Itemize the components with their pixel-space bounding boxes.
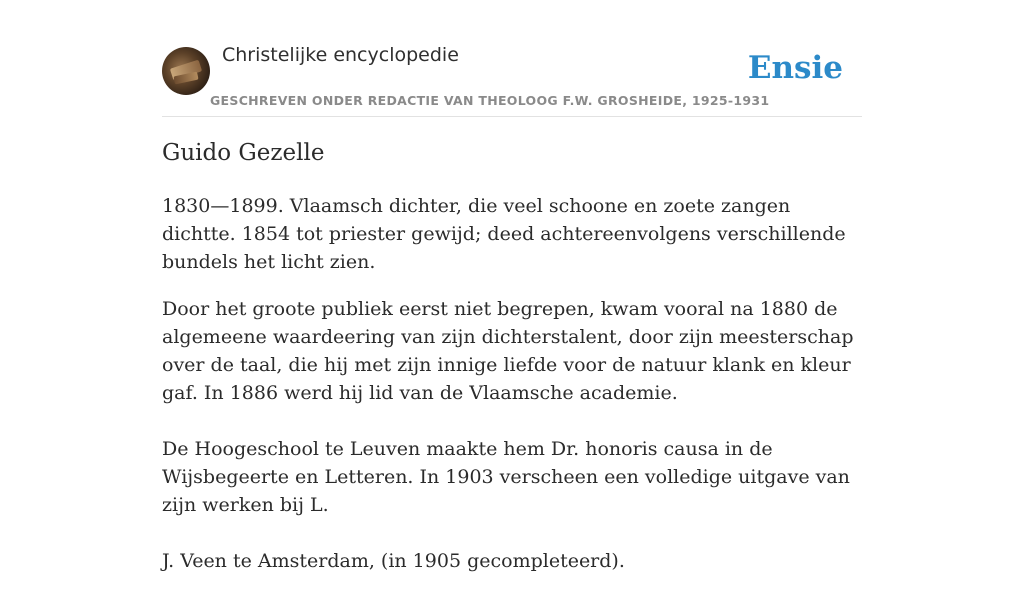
article-paragraph: De Hoogeschool te Leuven maakte hem Dr. honoris causa in de Wijsbegeerte en Letteren. In 1903 verscheen een volledige uitgave van zijn werken bij L.	[162, 438, 850, 516]
encyclopedia-avatar[interactable]	[162, 47, 210, 95]
page-container	[162, 0, 862, 572]
article-body	[162, 192, 862, 594]
article-paragraph: 1830—1899. Vlaamsch dichter, die veel schoone en zoete zangen dichtte. 1854 tot priester gewijd; deed achtereenvolgens verschillende bundels het licht zien.	[162, 195, 846, 273]
article-paragraph: J. Veen te Amsterdam, (in 1905 gecompleteerd).	[162, 550, 625, 572]
site-header	[162, 0, 862, 117]
ensie-logo-link[interactable]: Ensie	[747, 50, 843, 86]
site-subtitle: GESCHREVEN ONDER REDACTIE VAN THEOLOOG F.W. GROSHEIDE, 1925-1931	[210, 93, 770, 108]
article-paragraph: Door het groote publiek eerst niet begrepen, kwam vooral na 1880 de algemeene waardeering van zijn dichterstalent, door zijn meesterschap over de taal, die hij met zijn innige liefde voor de natuur klank en kleur gaf. In 1886 werd hij lid van de Vlaamsche academie.	[162, 298, 854, 404]
article-title: Guido Gezelle	[162, 140, 325, 166]
site-title[interactable]: Christelijke encyclopedie	[222, 44, 459, 66]
